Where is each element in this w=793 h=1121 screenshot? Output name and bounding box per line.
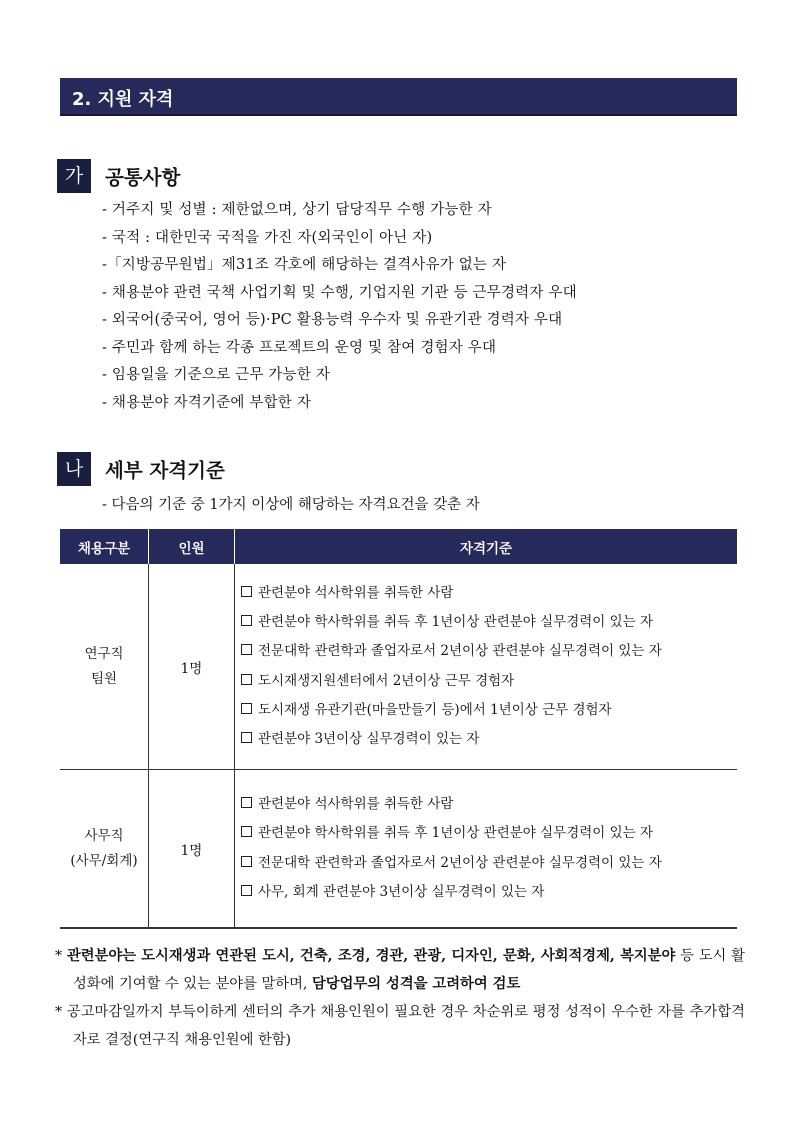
category-line: (사무/회계) — [70, 852, 138, 869]
table-header-row — [60, 529, 737, 564]
list-item: -「지방공무원법」제31조 각호에 해당하는 결격사유가 없는 자 — [102, 257, 507, 273]
list-item: - 외국어(중국어, 영어 등)·PC 활용능력 우수자 및 유관기관 경력자 우대 — [102, 312, 563, 328]
category-cell — [60, 564, 149, 770]
criteria-list — [241, 579, 736, 755]
checkbox-icon — [241, 615, 252, 626]
section-title: 2. 지원 자격 — [72, 89, 174, 110]
footnote-bold: 담당업무의 성격을 고려하여 검토 — [311, 976, 521, 992]
list-item: - 채용분야 관련 국책 사업기획 및 수행, 기업지원 기관 등 근무경력자 우대 — [102, 284, 577, 301]
list-item: 도시재생지원센터에서 2년이상 근무 경험자 — [241, 667, 736, 696]
list-item: - 거주지 및 성별 : 제한없으며, 상기 담당직무 수행 가능한 자 — [102, 202, 492, 218]
list-item: 사무, 회계 관련분야 3년이상 실무경력이 있는 자 — [241, 878, 736, 907]
list-item: 관련분야 석사학위를 취득한 사람 — [241, 790, 736, 819]
count-cell: 1명 — [149, 770, 235, 929]
category-cell — [60, 770, 149, 929]
checkbox-icon — [241, 826, 252, 837]
criteria-cell — [235, 564, 738, 770]
list-item: - 국적 : 대한민국 국적을 가진 자(외국인이 아닌 자) — [102, 229, 433, 246]
checkbox-icon — [241, 586, 252, 597]
criteria-cell — [235, 770, 738, 929]
table-row — [60, 564, 737, 770]
category-line: 사무직 — [84, 827, 124, 844]
footnote-field-definition: * 관련분야는 도시재생과 연관된 도시, 건축, 조경, 경관, 관광, 디자인, 문화, 사회적경제, 복지분야 등 도시 활성화에 기여할 수 있는 분야를 말하며, 담당업무의 성격을 고려하여 검토 — [55, 948, 745, 992]
list-item: 관련분야 학사학위를 취득 후 1년이상 관련분야 실무경력이 있는 자 — [241, 608, 736, 637]
checkbox-icon — [241, 703, 252, 714]
section-header-bar — [60, 78, 737, 116]
detail-intro: - 다음의 기준 중 1가지 이상에 해당하는 자격요건을 갖춘 자 — [102, 497, 480, 513]
header-count: 인원 — [149, 529, 235, 564]
qualification-table — [60, 529, 737, 929]
checkbox-icon — [241, 732, 252, 743]
checkbox-icon — [241, 856, 252, 867]
criteria-list — [241, 790, 736, 907]
list-item: - 채용분야 자격기준에 부합한 자 — [102, 394, 312, 411]
checkbox-icon — [241, 674, 252, 685]
common-badge: 가 — [57, 159, 91, 193]
list-item: 전문대학 관련학과 졸업자로서 2년이상 관련분야 실무경력이 있는 자 — [241, 849, 736, 878]
detail-badge: 나 — [57, 452, 91, 486]
footnotes — [55, 942, 745, 1054]
category-line: 연구직 — [84, 645, 124, 662]
checkbox-icon — [241, 885, 252, 896]
list-item: 관련분야 학사학위를 취득 후 1년이상 관련분야 실무경력이 있는 자 — [241, 819, 736, 848]
common-title: 공통사항 — [105, 166, 181, 189]
list-item: 도시재생 유관기관(마을만들기 등)에서 1년이상 근무 경험자 — [241, 696, 736, 725]
table-row — [60, 770, 737, 929]
list-item: - 임용일을 기준으로 근무 가능한 자 — [102, 367, 331, 383]
category-line: 팀원 — [90, 670, 118, 687]
header-category: 채용구분 — [60, 529, 149, 564]
count-cell: 1명 — [149, 564, 235, 770]
checkbox-icon — [241, 797, 252, 808]
detail-title: 세부 자격기준 — [105, 459, 225, 482]
header-criteria: 자격기준 — [235, 529, 738, 564]
list-item: 관련분야 3년이상 실무경력이 있는 자 — [241, 725, 736, 754]
checkbox-icon — [241, 644, 252, 655]
footnote-additional-hire: * 공고마감일까지 부득이하게 센터의 추가 채용인원이 필요한 경우 차순위로 평정 성적이 우수한 자를 추가합격자로 결정(연구직 채용인원에 한함) — [55, 1004, 745, 1048]
list-item: 전문대학 관련학과 졸업자로서 2년이상 관련분야 실무경력이 있는 자 — [241, 637, 736, 666]
list-item: - 주민과 함께 하는 각종 프로젝트의 운영 및 참여 경험자 우대 — [102, 339, 497, 356]
list-item: 관련분야 석사학위를 취득한 사람 — [241, 579, 736, 608]
common-requirements-list — [102, 197, 577, 417]
footnote-bold: 관련분야는 도시재생과 연관된 도시, 건축, 조경, 경관, 관광, 디자인, 문화, 사회적경제, 복지분야 — [66, 948, 676, 964]
